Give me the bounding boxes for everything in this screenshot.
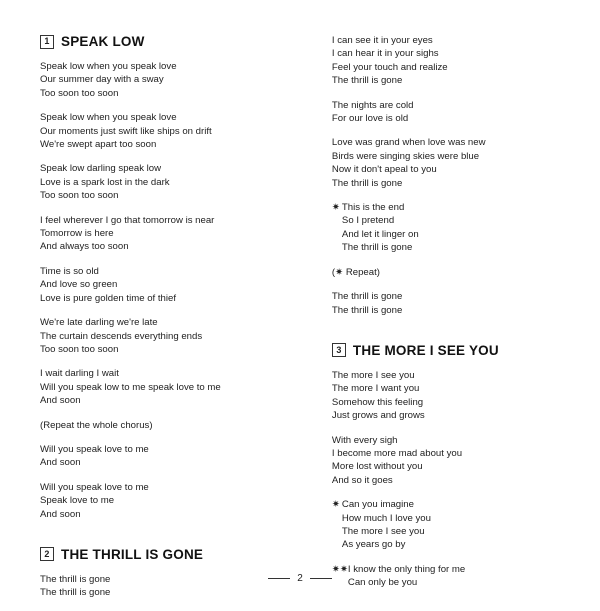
lyric-line: We're swept apart too soon [40,139,157,151]
lyric-line: Time is so old [40,265,99,277]
song-title-speak-low [40,34,296,49]
asterisk-marker: ✷ [331,499,340,511]
lyric-line: Speak love to me [40,495,115,507]
lyric-line: So I pretend [341,215,395,227]
stanza [332,136,570,190]
double-asterisk-marker: ✷✷ [331,563,348,575]
lyric-line: The thrill is gone [331,291,403,303]
song-title-text: THE MORE I SEE YOU [352,342,499,358]
song-number-badge: 1 [40,35,54,49]
lyric-line: The thrill is gone [331,177,403,189]
lyric-line: Too soon too soon [40,343,119,355]
lyric-line: I know the only thing for me [347,563,466,575]
lyric-line: Speak low when you speak love [40,61,177,72]
lyric-line: Our moments just swift like ships on drift [40,125,212,137]
lyric-line: For our love is old [331,113,409,125]
stanza [332,99,570,126]
stanza [332,434,570,488]
stanza [332,34,570,88]
lyric-line: And let it linger on [341,228,419,240]
left-column [40,34,296,611]
lyric-line: The thrill is gone [40,573,111,585]
stanza [40,443,296,470]
lyric-line: The thrill is gone [341,242,413,254]
stanza-starred [332,201,570,255]
song-title-the-thrill-is-gone [40,547,296,562]
lyric-line: Speak low darling speak low [40,163,162,175]
stanza [40,481,296,521]
lyric-line: Feel your touch and realize [331,61,448,73]
lyric-line: As years go by [341,539,406,551]
lyric-line: Speak low when you speak love [40,112,177,124]
lyric-line: Now it don't apeal to you [331,164,437,176]
lyric-line: Our summer day with a sway [40,74,164,86]
lyric-line: And always too soon [40,241,129,253]
stanza-repeat-note [332,266,570,279]
lyric-line: Somehow this feeling [331,396,424,408]
lyric-line: The nights are cold [331,99,414,111]
lyric-line: I become more mad about you [331,447,463,459]
lyric-line: Love is pure golden time of thief [40,292,176,304]
footer-rule-left [268,578,290,579]
lyric-line: The thrill is gone [331,304,403,316]
stanza [40,316,296,356]
lyric-line: More lost without you [331,461,423,473]
song-title-text: SPEAK LOW [61,34,145,49]
page-number: 2 [297,573,303,584]
lyric-line: And so it goes [331,474,393,486]
stanza [40,214,296,254]
lyric-line: And soon [40,508,81,520]
stanza-starred [332,498,570,552]
lyric-line: The thrill is gone [331,75,403,87]
lyric-line: Will you speak low to me speak love to me [40,381,221,393]
lyric-line: Can only be you [347,577,418,589]
lyric-line: Too soon too soon [40,190,119,202]
lyric-line: We're late darling we're late [40,317,158,329]
stanza [40,367,296,407]
lyric-line: Tomorrow is here [40,228,114,240]
lyric-line: Just grows and grows [331,410,425,422]
lyric-line: The curtain descends everything ends [40,330,203,342]
stanza-repeat-note [40,419,296,432]
song-number-badge: 3 [332,343,346,357]
page-footer [0,573,600,584]
lyric-line: This is the end [341,202,405,214]
stanza [40,60,296,100]
lyric-line: I can hear it in your sighs [331,48,439,60]
stanza [40,265,296,305]
two-column-layout [40,34,570,611]
lyric-line: The more I see you [331,369,415,381]
lyric-line: (Repeat the whole chorus) [40,419,153,431]
lyric-line: And soon [40,457,81,469]
lyric-line: And soon [40,395,81,407]
lyric-line: I wait darling I wait [40,368,119,380]
lyric-line: (✷ Repeat) [331,266,380,278]
lyric-line: Will you speak love to me [40,481,149,493]
lyric-line: I can see it in your eyes [331,35,433,46]
stanza [332,369,570,423]
lyric-line: Love is a spark lost in the dark [40,176,170,188]
lyric-line: The thrill is gone [40,587,111,599]
lyric-line: Too soon too soon [40,87,119,99]
footer-rule-right [310,578,332,579]
song-number-badge: 2 [40,547,54,561]
lyric-line: How much I love you [341,512,431,524]
lyric-line: The more I see you [341,525,425,537]
lyric-line: Can you imagine [341,499,414,511]
stanza [40,111,296,151]
song-title-the-more-i-see-you [332,343,570,358]
right-column [332,34,570,601]
lyric-line: With every sigh [331,434,398,446]
stanza [332,290,570,317]
stanza [40,162,296,202]
lyric-line: The more I want you [331,383,420,395]
song-title-text: THE THRILL IS GONE [61,546,204,562]
asterisk-marker: ✷ [331,202,340,214]
lyric-line: Love was grand when love was new [331,137,486,149]
lyric-line: Birds were singing skies were blue [331,150,480,162]
lyric-line: I feel wherever I go that tomorrow is near [40,214,215,226]
lyric-line: And love so green [40,279,118,291]
lyric-line: Will you speak love to me [40,443,149,455]
